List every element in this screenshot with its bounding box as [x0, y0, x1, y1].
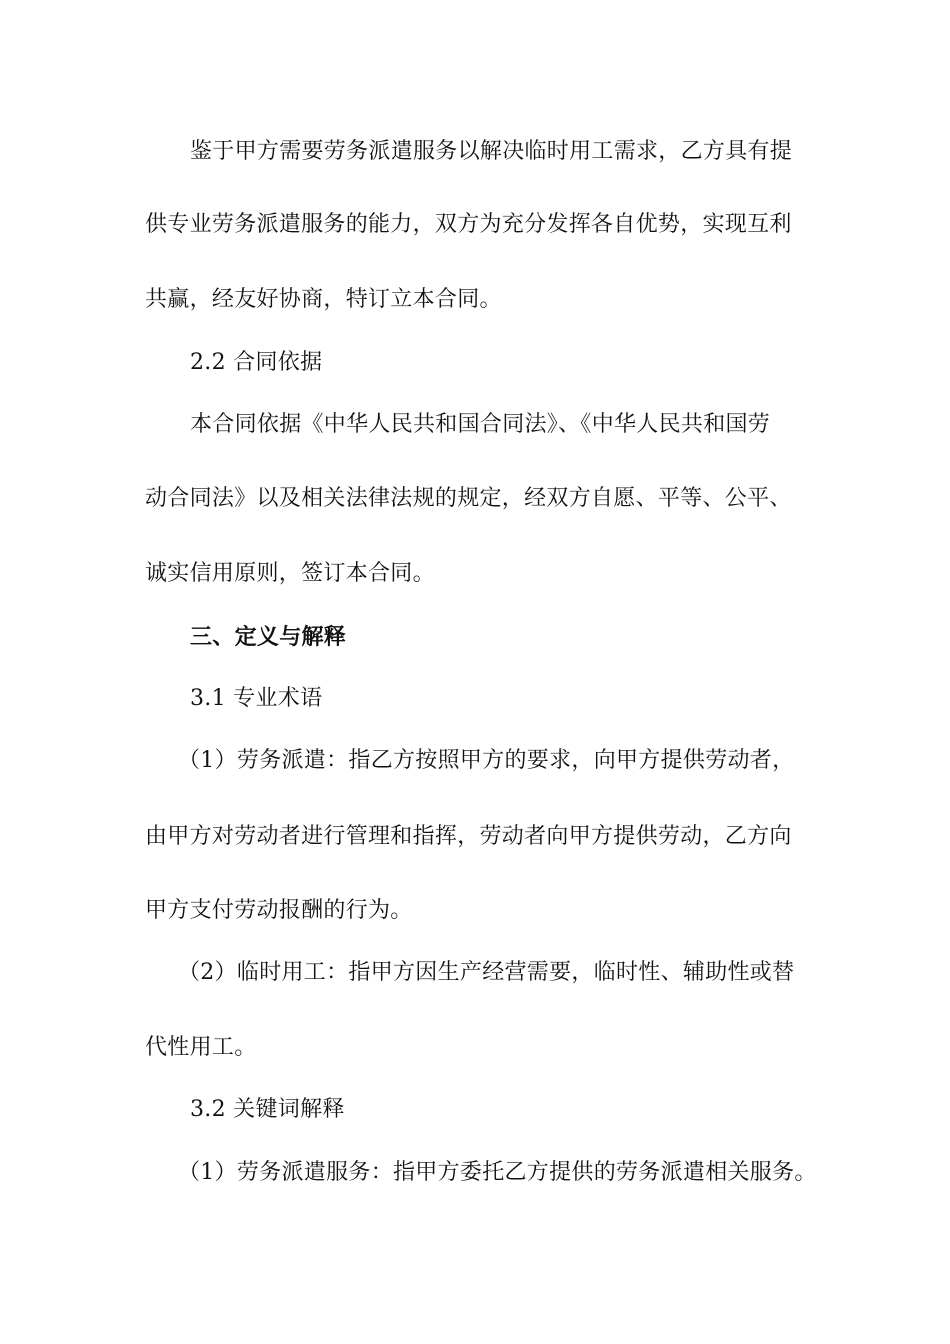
paragraph-basis-line-2: 动合同法》以及相关法律法规的规定，经双方自愿、平等、公平、 [145, 486, 792, 511]
term-1-line-3: 甲方支付劳动报酬的行为。 [145, 898, 413, 923]
paragraph-basis-line-1: 本合同依据《中华人民共和国合同法》、《中华人民共和国劳 [190, 412, 771, 437]
paragraph-intro-line-3: 共赢，经友好协商，特订立本合同。 [145, 287, 502, 312]
term-1-line-2: 由甲方对劳动者进行管理和指挥，劳动者向甲方提供劳动，乙方向 [145, 824, 792, 849]
keyword-1-line-1: （1）劳务派遣服务：指甲方委托乙方提供的劳务派遣相关服务。 [178, 1160, 817, 1185]
paragraph-intro-line-2: 供专业劳务派遣服务的能力，双方为充分发挥各自优势，实现互利 [145, 212, 792, 237]
term-2-line-2: 代性用工。 [145, 1035, 257, 1060]
term-2-line-1: （2）临时用工：指甲方因生产经营需要，临时性、辅助性或替 [178, 960, 795, 985]
term-1-line-1: （1）劳务派遣：指乙方按照甲方的要求，向甲方提供劳动者， [178, 748, 795, 773]
section-2-2-title: 2.2 合同依据 [190, 350, 323, 375]
section-3-1-title: 3.1 专业术语 [190, 686, 323, 711]
paragraph-intro-line-1: 鉴于甲方需要劳务派遣服务以解决临时用工需求，乙方具有提 [190, 139, 793, 164]
paragraph-basis-line-3: 诚实信用原则，签订本合同。 [145, 561, 435, 586]
section-3-title: 三、定义与解释 [190, 624, 347, 650]
section-3-2-title: 3.2 关键词解释 [190, 1097, 345, 1122]
